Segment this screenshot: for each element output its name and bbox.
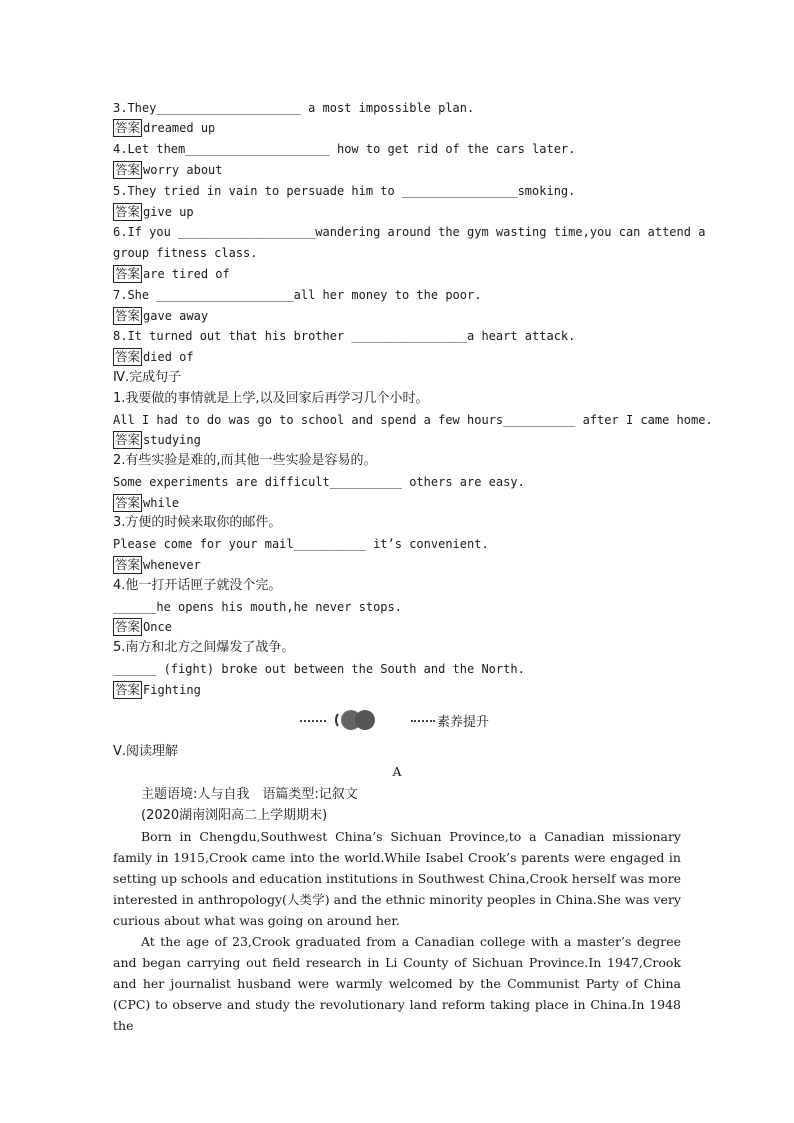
answer-5 bbox=[113, 202, 194, 222]
answer-3 bbox=[113, 118, 215, 138]
answer-tag: 答案 bbox=[115, 349, 141, 364]
question-6: 6.If you ___________________wandering around the gym wasting time,you can attend a bbox=[113, 225, 706, 239]
answer-s4 bbox=[113, 617, 172, 637]
sentence-4-zh: 4.他一打开话匣子就没个完。 bbox=[113, 578, 282, 593]
section-divider bbox=[300, 708, 500, 732]
answer-s2 bbox=[113, 493, 179, 513]
answer-tag: 答案 bbox=[115, 682, 141, 697]
answer-text: give up bbox=[143, 205, 194, 219]
answer-tag: 答案 bbox=[115, 120, 141, 135]
answer-tag: 答案 bbox=[115, 495, 141, 510]
answer-tag: 答案 bbox=[115, 557, 141, 572]
answer-4 bbox=[113, 160, 223, 180]
passage-paragraph-1: Born in Chengdu,Southwest China’s Sichuan Province,to a Canadian missionary family in 1915,Crook came into the world.While Isabel Crook’s parents were engaged in setting up schools and education institutions in Southwest China,Crook herself was more interested in anthropology(人类学) and the ethnic minority peoples in China.She was very curious about what was going on around her. bbox=[113, 829, 681, 928]
answer-tag: 答案 bbox=[115, 619, 141, 634]
question-6-cont: group fitness class. bbox=[113, 246, 258, 260]
dotted-rule-left bbox=[300, 720, 326, 722]
answer-8 bbox=[113, 347, 194, 367]
passage-context: 主题语境:人与自我 语篇类型:记叙文 bbox=[141, 787, 358, 802]
answer-tag: 答案 bbox=[115, 162, 141, 177]
section-5-title: Ⅴ.阅读理解 bbox=[113, 744, 179, 759]
answer-text: gave away bbox=[143, 309, 209, 323]
answer-6 bbox=[113, 264, 230, 284]
passage-source: (2020湖南浏阳高二上学期期末) bbox=[141, 808, 328, 823]
answer-text: dreamed up bbox=[143, 121, 216, 135]
question-3: 3.They____________________ a most impossible plan. bbox=[113, 101, 475, 115]
answer-text: Once bbox=[143, 620, 172, 634]
sentence-3-en: Please come for your mail__________ it’s convenient. bbox=[113, 537, 489, 551]
answer-tag: 答案 bbox=[115, 308, 141, 323]
sentence-3-zh: 3.方便的时候来取你的邮件。 bbox=[113, 515, 282, 530]
answer-text: are tired of bbox=[143, 267, 230, 281]
answer-s5 bbox=[113, 680, 201, 700]
answer-text: worry about bbox=[143, 163, 223, 177]
dotted-rule-right bbox=[411, 720, 435, 722]
answer-tag: 答案 bbox=[115, 432, 141, 447]
answer-text: died of bbox=[143, 350, 194, 364]
answer-tag: 答案 bbox=[115, 204, 141, 219]
question-7: 7.She ___________________all her money to the poor. bbox=[113, 288, 482, 302]
sentence-2-zh: 2.有些实验是难的,而其他一些实验是容易的。 bbox=[113, 453, 377, 468]
question-5: 5.They tried in vain to persuade him to ________________smoking. bbox=[113, 184, 576, 198]
answer-text: whenever bbox=[143, 558, 201, 572]
question-8: 8.It turned out that his brother ________________a heart attack. bbox=[113, 329, 576, 343]
sentence-4-en: ______he opens his mouth,he never stops. bbox=[113, 600, 402, 614]
answer-7 bbox=[113, 306, 208, 326]
answer-tag: 答案 bbox=[115, 266, 141, 281]
sentence-5-zh: 5.南方和北方之间爆发了战争。 bbox=[113, 640, 295, 655]
divider-label: 素养提升 bbox=[437, 715, 490, 730]
question-4: 4.Let them____________________ how to get rid of the cars later. bbox=[113, 142, 576, 156]
sentence-1-zh: 1.我要做的事情就是上学,以及回家后再学习几个小时。 bbox=[113, 391, 429, 406]
passage-paragraph-2: At the age of 23,Crook graduated from a Canadian college with a master’s degree and began carrying out field research in Li County of Sichuan Province.In 1947,Crook and her journalist husband were warmly welcomed by the Communist Party of China (CPC) to observe and study the revolutionary land reform taking place in China.In 1948 the bbox=[113, 934, 681, 1033]
answer-text: Fighting bbox=[143, 683, 201, 697]
answer-s3 bbox=[113, 555, 201, 575]
sentence-5-en: ______ (fight) broke out between the South and the North. bbox=[113, 662, 525, 676]
section-4-title: Ⅳ.完成句子 bbox=[113, 370, 182, 385]
passage-letter: A bbox=[392, 764, 402, 779]
answer-text: while bbox=[143, 496, 180, 510]
answer-text: studying bbox=[143, 433, 201, 447]
sentence-2-en: Some experiments are difficult__________ others are easy. bbox=[113, 475, 525, 489]
sentence-1-en: All I had to do was go to school and spend a few hours__________ after I came home. bbox=[113, 413, 713, 427]
decorative-circles-icon bbox=[332, 708, 378, 732]
answer-s1 bbox=[113, 430, 201, 450]
